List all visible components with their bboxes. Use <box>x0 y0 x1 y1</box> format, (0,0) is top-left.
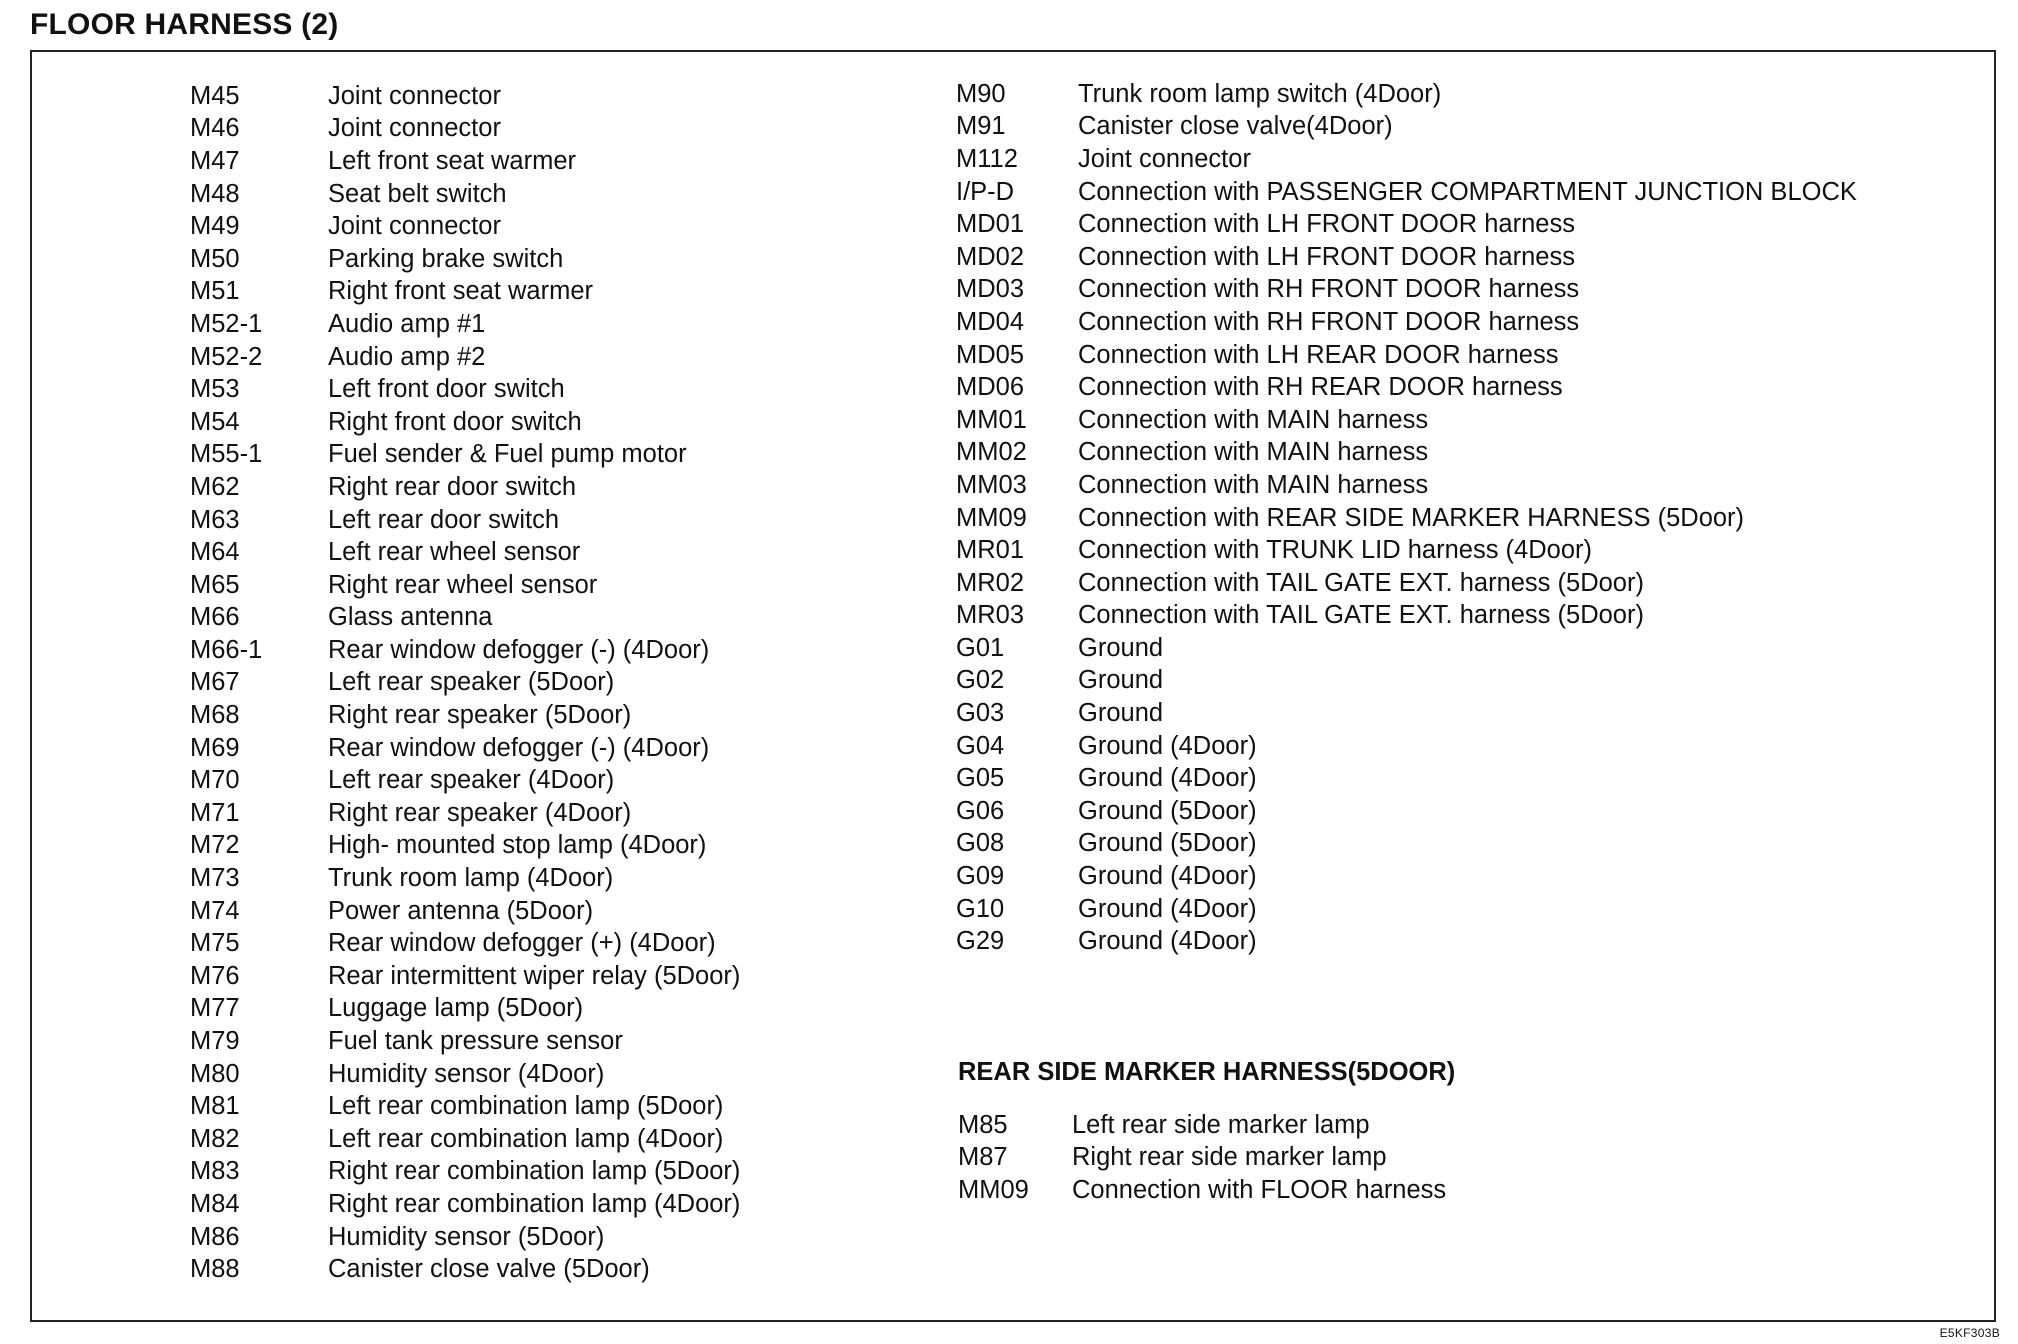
connector-row <box>190 439 740 472</box>
connector-row <box>956 665 1857 698</box>
connector-code: M54 <box>190 407 240 436</box>
connector-description: Fuel sender & Fuel pump motor <box>328 440 687 469</box>
figure-code: E5KF303B <box>1939 1326 2000 1340</box>
connector-description: Left rear speaker (5Door) <box>328 668 615 697</box>
connector-description: Seat belt switch <box>328 179 507 208</box>
connector-row <box>956 502 1857 535</box>
connector-description: Right front seat warmer <box>328 277 594 306</box>
connector-code: M80 <box>190 1059 240 1088</box>
connector-code: M71 <box>190 798 240 827</box>
connector-code: M66 <box>190 603 240 632</box>
connector-code: MM01 <box>956 405 1027 434</box>
connector-code: MD06 <box>956 373 1025 402</box>
connector-row <box>190 276 740 309</box>
connector-code: M79 <box>190 1027 240 1056</box>
rear-connector-list <box>958 1109 1446 1207</box>
connector-description: Connection with LH FRONT DOOR harness <box>1078 242 1575 271</box>
connector-description: Left front seat warmer <box>328 146 577 175</box>
connector-code: MM03 <box>956 470 1027 499</box>
connector-code: M52-2 <box>190 342 263 371</box>
left-connector-list <box>190 80 740 1286</box>
connector-description: Joint connector <box>328 114 501 143</box>
connector-row <box>190 1025 740 1058</box>
connector-description: Joint connector <box>328 81 501 110</box>
connector-code: M48 <box>190 179 240 208</box>
connector-row <box>190 1123 740 1156</box>
connector-description: Left rear combination lamp (4Door) <box>328 1124 724 1153</box>
connector-description: Left rear combination lamp (5Door) <box>328 1092 724 1121</box>
connector-row <box>958 1142 1446 1175</box>
connector-row <box>190 927 740 960</box>
connector-row <box>956 730 1857 763</box>
connector-code: M53 <box>190 375 240 404</box>
connector-row <box>190 699 740 732</box>
connector-row <box>190 797 740 830</box>
connector-code: M87 <box>958 1143 1008 1172</box>
connector-row <box>956 795 1857 828</box>
connector-code: G08 <box>956 829 1005 858</box>
page-title: FLOOR HARNESS (2) <box>30 8 339 41</box>
connector-description: Right rear door switch <box>328 472 577 501</box>
connector-description: Parking brake switch <box>328 244 564 273</box>
connector-row <box>190 341 740 374</box>
connector-row <box>956 306 1857 339</box>
connector-code: M47 <box>190 146 240 175</box>
connector-code: MD04 <box>956 307 1025 336</box>
connector-code: M67 <box>190 668 240 697</box>
connector-row <box>190 1058 740 1091</box>
connector-code: M91 <box>956 112 1006 141</box>
connector-description: Left rear wheel sensor <box>328 538 581 567</box>
connector-code: M50 <box>190 244 240 273</box>
connector-row <box>190 243 740 276</box>
connector-code: M52-1 <box>190 309 263 338</box>
connector-code: M69 <box>190 733 240 762</box>
connector-row <box>956 860 1857 893</box>
connector-code: M73 <box>190 864 240 893</box>
connector-description: Ground (4Door) <box>1078 764 1257 793</box>
connector-code: M49 <box>190 212 240 241</box>
connector-row <box>956 469 1857 502</box>
connector-description: Humidity sensor (5Door) <box>328 1222 605 1251</box>
connector-row <box>190 178 740 211</box>
connector-code: G06 <box>956 796 1005 825</box>
connector-description: Right rear wheel sensor <box>328 570 598 599</box>
connector-row <box>190 536 740 569</box>
connector-description: Left rear side marker lamp <box>1072 1110 1370 1139</box>
connector-code: M74 <box>190 896 240 925</box>
connector-row <box>956 404 1857 437</box>
connector-code: M85 <box>958 1110 1008 1139</box>
connector-description: Left rear door switch <box>328 505 560 534</box>
connector-code: MM09 <box>958 1175 1029 1204</box>
connector-description: Ground (5Door) <box>1078 796 1257 825</box>
connector-row <box>190 764 740 797</box>
connector-row <box>956 208 1857 241</box>
connector-row <box>956 371 1857 404</box>
connector-row <box>956 925 1857 958</box>
connector-description: Trunk room lamp (4Door) <box>328 864 614 893</box>
connector-row <box>190 308 740 341</box>
connector-description: Connection with PASSENGER COMPARTMENT JUNCTION BLOCK <box>1078 177 1857 206</box>
connector-description: Connection with MAIN harness <box>1078 405 1429 434</box>
connector-code: G29 <box>956 927 1005 956</box>
connector-row <box>190 1156 740 1189</box>
connector-code: MM09 <box>956 503 1027 532</box>
connector-description: Connection with MAIN harness <box>1078 470 1429 499</box>
connector-code: MD03 <box>956 275 1025 304</box>
connector-description: Audio amp #1 <box>328 309 486 338</box>
connector-code: M55-1 <box>190 440 263 469</box>
connector-row <box>956 697 1857 730</box>
connector-row <box>190 960 740 993</box>
connector-row <box>190 1188 740 1221</box>
connector-description: Connection with REAR SIDE MARKER HARNESS (5Door) <box>1078 503 1745 532</box>
connector-description: Right rear combination lamp (5Door) <box>328 1157 741 1186</box>
connector-row <box>190 569 740 602</box>
connector-description: Connection with TAIL GATE EXT. harness (5Door) <box>1078 568 1644 597</box>
connector-description: Luggage lamp (5Door) <box>328 994 584 1023</box>
connector-description: Right rear combination lamp (4Door) <box>328 1189 741 1218</box>
connector-row <box>956 176 1857 209</box>
connector-description: Right front door switch <box>328 407 582 436</box>
connector-row <box>956 78 1857 111</box>
connector-description: Connection with LH FRONT DOOR harness <box>1078 210 1575 239</box>
connector-description: Left rear speaker (4Door) <box>328 766 615 795</box>
connector-code: MD01 <box>956 210 1025 239</box>
connector-code: MR03 <box>956 601 1025 630</box>
connector-description: Ground <box>1078 666 1164 695</box>
connector-code: M90 <box>956 79 1006 108</box>
connector-description: Rear window defogger (-) (4Door) <box>328 733 710 762</box>
connector-code: M68 <box>190 701 240 730</box>
rear-section-title: REAR SIDE MARKER HARNESS(5DOOR) <box>958 1058 1456 1086</box>
connector-code: M62 <box>190 472 240 501</box>
connector-code: M45 <box>190 81 240 110</box>
connector-description: Ground <box>1078 699 1164 728</box>
connector-code: M72 <box>190 831 240 860</box>
connector-row <box>190 732 740 765</box>
connector-code: I/P-D <box>956 177 1015 206</box>
connector-description: Audio amp #2 <box>328 342 486 371</box>
connector-row <box>190 504 740 537</box>
connector-description: Fuel tank pressure sensor <box>328 1027 623 1056</box>
connector-code: MD05 <box>956 340 1025 369</box>
connector-row <box>956 567 1857 600</box>
connector-code: M112 <box>956 144 1018 173</box>
connector-description: Connection with FLOOR harness <box>1072 1175 1447 1204</box>
connector-description: Connection with MAIN harness <box>1078 438 1429 467</box>
connector-code: M75 <box>190 929 240 958</box>
connector-row <box>190 373 740 406</box>
connector-description: Right rear speaker (4Door) <box>328 798 632 827</box>
connector-row <box>956 893 1857 926</box>
connector-code: M46 <box>190 114 240 143</box>
connector-description: Ground (4Door) <box>1078 894 1257 923</box>
connector-code: G04 <box>956 731 1005 760</box>
connector-row <box>956 762 1857 795</box>
connector-row <box>190 602 740 635</box>
connector-code: M63 <box>190 505 240 534</box>
connector-row <box>190 895 740 928</box>
connector-row <box>190 113 740 146</box>
connector-description: Canister close valve(4Door) <box>1078 112 1393 141</box>
connector-description: Ground (4Door) <box>1078 927 1257 956</box>
connector-row <box>956 111 1857 144</box>
connector-description: Power antenna (5Door) <box>328 896 594 925</box>
connector-code: G03 <box>956 699 1005 728</box>
connector-code: M81 <box>190 1092 240 1121</box>
connector-code: G09 <box>956 862 1005 891</box>
connector-description: Connection with TAIL GATE EXT. harness (5Door) <box>1078 601 1644 630</box>
connector-description: Right rear speaker (5Door) <box>328 701 632 730</box>
connector-code: M76 <box>190 961 240 990</box>
connector-code: M65 <box>190 570 240 599</box>
connector-code: M82 <box>190 1124 240 1153</box>
connector-row <box>956 632 1857 665</box>
connector-row <box>190 667 740 700</box>
connector-description: Connection with RH REAR DOOR harness <box>1078 373 1563 402</box>
connector-description: Humidity sensor (4Door) <box>328 1059 605 1088</box>
connector-code: M83 <box>190 1157 240 1186</box>
connector-code: G01 <box>956 633 1005 662</box>
connector-row <box>190 471 740 504</box>
connector-description: Connection with LH REAR DOOR harness <box>1078 340 1559 369</box>
connector-row <box>190 1221 740 1254</box>
connector-code: G02 <box>956 666 1005 695</box>
connector-row <box>190 993 740 1026</box>
connector-row <box>190 80 740 113</box>
connector-description: Rear window defogger (+) (4Door) <box>328 929 716 958</box>
right-connector-list <box>956 78 1857 958</box>
connector-row <box>190 1090 740 1123</box>
connector-description: Joint connector <box>1078 144 1251 173</box>
connector-row <box>190 862 740 895</box>
connector-row <box>956 143 1857 176</box>
connector-description: Ground (4Door) <box>1078 731 1257 760</box>
connector-code: MD02 <box>956 242 1025 271</box>
connector-description: Ground (5Door) <box>1078 829 1257 858</box>
connector-row <box>956 534 1857 567</box>
connector-row <box>956 241 1857 274</box>
connector-description: Joint connector <box>328 212 501 241</box>
connector-row <box>190 210 740 243</box>
connector-row <box>956 274 1857 307</box>
connector-description: Connection with RH FRONT DOOR harness <box>1078 307 1580 336</box>
connector-description: Rear intermittent wiper relay (5Door) <box>328 961 741 990</box>
connector-row <box>190 634 740 667</box>
connector-code: MR01 <box>956 536 1025 565</box>
connector-description: Trunk room lamp switch (4Door) <box>1078 79 1442 108</box>
connector-row <box>956 339 1857 372</box>
connector-row <box>190 830 740 863</box>
connector-code: M88 <box>190 1255 240 1284</box>
connector-row <box>190 406 740 439</box>
connector-description: Left front door switch <box>328 375 565 404</box>
connector-description: Canister close valve (5Door) <box>328 1255 650 1284</box>
connector-row <box>190 1253 740 1286</box>
connector-description: Connection with TRUNK LID harness (4Door) <box>1078 536 1592 565</box>
connector-row <box>956 437 1857 470</box>
connector-row <box>958 1109 1446 1142</box>
connector-row <box>956 600 1857 633</box>
connector-description: Ground (4Door) <box>1078 862 1257 891</box>
connector-code: MM02 <box>956 438 1027 467</box>
connector-code: M77 <box>190 994 240 1023</box>
connector-description: Right rear side marker lamp <box>1072 1143 1387 1172</box>
connector-row <box>958 1174 1446 1207</box>
connector-description: High- mounted stop lamp (4Door) <box>328 831 707 860</box>
connector-code: M64 <box>190 538 240 567</box>
connector-code: M70 <box>190 766 240 795</box>
connector-code: G10 <box>956 894 1005 923</box>
connector-code: M51 <box>190 277 240 306</box>
connector-description: Ground <box>1078 633 1164 662</box>
connector-code: MR02 <box>956 568 1025 597</box>
connector-row <box>190 145 740 178</box>
connector-row <box>956 828 1857 861</box>
connector-description: Glass antenna <box>328 603 493 632</box>
connector-code: M84 <box>190 1189 240 1218</box>
connector-code: M86 <box>190 1222 240 1251</box>
connector-code: M66-1 <box>190 635 263 664</box>
connector-code: G05 <box>956 764 1005 793</box>
connector-description: Connection with RH FRONT DOOR harness <box>1078 275 1580 304</box>
connector-description: Rear window defogger (-) (4Door) <box>328 635 710 664</box>
